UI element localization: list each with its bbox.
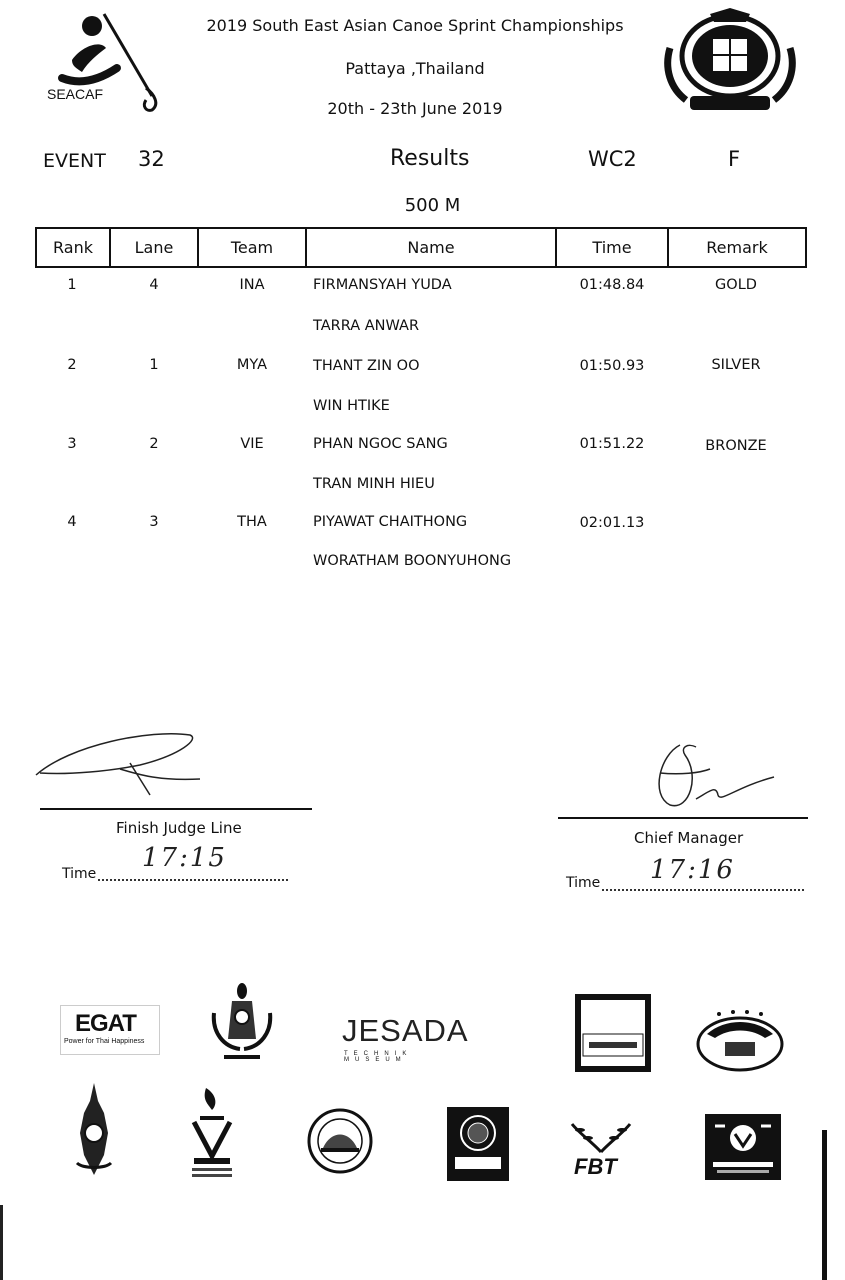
finish-judge-label: Finish Judge Line xyxy=(116,819,242,837)
nsdf-torch-icon xyxy=(188,1088,238,1180)
finish-judge-signature xyxy=(30,725,210,805)
dates: 20th - 23th June 2019 xyxy=(327,99,503,118)
lane-cell: 2 xyxy=(149,436,159,452)
chief-manager-time-value: 17:16 xyxy=(650,855,735,885)
finish-judge-line xyxy=(40,808,312,810)
athlete-name-2: TARRA ANWAR xyxy=(313,318,420,334)
royal-emblem-logo xyxy=(660,8,800,118)
athlete-name-2: WIN HTIKE xyxy=(313,398,390,414)
header-team: Team xyxy=(198,228,306,267)
team-cell: INA xyxy=(239,277,265,293)
lane-cell: 1 xyxy=(149,357,159,373)
fbt-laurel-icon xyxy=(568,1120,634,1154)
finish-judge-time-label: Time xyxy=(62,866,97,882)
team-cell: VIE xyxy=(240,436,264,452)
event-number: 32 xyxy=(138,147,165,171)
table-header-row xyxy=(36,228,806,267)
team-cell: THA xyxy=(237,514,267,530)
remark-cell: SILVER xyxy=(711,357,761,373)
finish-judge-time-value: 17:15 xyxy=(142,843,227,873)
header-remark: Remark xyxy=(668,228,806,267)
remark-cell: GOLD xyxy=(715,277,757,293)
navy-crest-icon xyxy=(73,1083,115,1175)
venue: Pattaya ,Thailand xyxy=(345,59,485,78)
jesada-logo-name: JESADA xyxy=(342,1013,469,1048)
header-lane: Lane xyxy=(110,228,198,267)
rank-cell: 2 xyxy=(67,357,77,373)
jesada-logo xyxy=(342,1013,477,1063)
royal-deity-emblem-icon xyxy=(210,983,274,1065)
results-title: Results xyxy=(390,146,470,171)
athlete-name-1: PHAN NGOC SANG xyxy=(313,436,448,452)
egat-logo-name: EGAT xyxy=(75,1010,136,1037)
athlete-name-1: PIYAWAT CHAITHONG xyxy=(313,514,468,530)
rank-cell: 1 xyxy=(67,277,77,293)
event-class: WC2 xyxy=(588,147,637,171)
finish-judge-time-dots xyxy=(98,879,288,881)
time-cell: 02:01.13 xyxy=(579,515,645,531)
remark-cell: BRONZE xyxy=(705,438,767,454)
thai-insurance-logo-icon xyxy=(575,994,651,1072)
fbt-logo-name: FBT xyxy=(574,1154,617,1179)
government-savings-bank-icon xyxy=(447,1107,509,1181)
time-cell: 01:51.22 xyxy=(579,436,645,452)
header-name: Name xyxy=(306,228,556,267)
lane-cell: 3 xyxy=(149,514,159,530)
seacaf-logo xyxy=(42,8,167,113)
results-table xyxy=(35,227,807,268)
athlete-name-2: TRAN MINH HIEU xyxy=(313,476,435,492)
jesada-logo-sub: TECHNIK MUSEUM xyxy=(344,1051,413,1063)
athlete-name-1: FIRMANSYAH YUDA xyxy=(313,277,452,293)
rank-cell: 3 xyxy=(67,436,77,452)
chief-manager-line xyxy=(558,817,808,819)
bank-logo-icon xyxy=(705,1114,781,1180)
crest-icon xyxy=(660,8,800,118)
farm-brand-logo-icon xyxy=(695,1008,785,1076)
header-rank: Rank xyxy=(36,228,110,267)
event-stage: F xyxy=(728,147,741,171)
championship-title: 2019 South East Asian Canoe Sprint Championships xyxy=(206,16,624,35)
chief-manager-time-label: Time xyxy=(566,875,601,891)
time-cell: 01:50.93 xyxy=(579,358,645,374)
egat-logo-tagline: Power for Thai Happiness xyxy=(64,1038,145,1045)
event-label: EVENT xyxy=(43,150,106,172)
team-cell: MYA xyxy=(236,357,268,373)
rank-cell: 4 xyxy=(67,514,77,530)
fbt-logo xyxy=(568,1120,634,1182)
chief-manager-label: Chief Manager xyxy=(634,829,744,847)
chief-manager-signature xyxy=(640,735,790,820)
lane-cell: 4 xyxy=(149,277,159,293)
scan-edge-left xyxy=(0,1205,3,1280)
scan-edge-right xyxy=(822,1130,827,1280)
seacaf-logo-text: SEACAF xyxy=(47,86,104,102)
athlete-name-2: WORATHAM BOONYUHONG xyxy=(313,553,512,569)
time-cell: 01:48.84 xyxy=(579,277,645,293)
header-time: Time xyxy=(556,228,668,267)
chief-manager-time-dots xyxy=(602,889,804,891)
egat-logo xyxy=(60,1005,160,1055)
event-distance: 500 M xyxy=(404,195,461,216)
athlete-name-1: THANT ZIN OO xyxy=(313,358,420,374)
university-seal-icon xyxy=(307,1108,373,1174)
